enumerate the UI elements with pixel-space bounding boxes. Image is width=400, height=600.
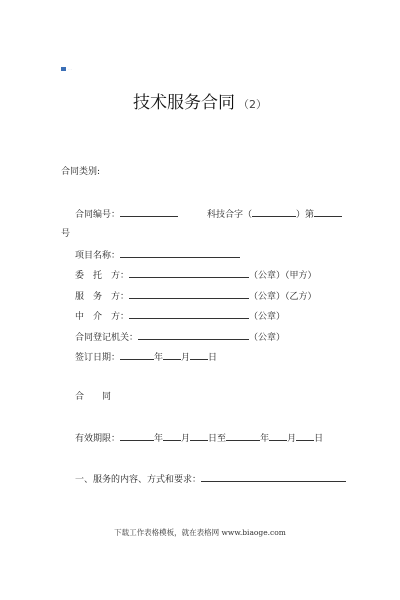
- agent-seal-label: （公章）: [249, 312, 286, 322]
- title-number: （2）: [238, 98, 267, 111]
- project-name-field[interactable]: [120, 248, 240, 258]
- month-label: 月: [181, 353, 191, 363]
- end-day-label: 日: [314, 434, 324, 444]
- server-row: [75, 289, 317, 303]
- client-seal-label: （公章）: [249, 271, 286, 281]
- valid-period-label: 有效期限：: [75, 434, 121, 444]
- registration-seal-label: （公章）: [249, 333, 286, 343]
- end-year-field[interactable]: [226, 431, 260, 441]
- client-row: [75, 268, 317, 282]
- section-1-field[interactable]: [201, 472, 346, 482]
- project-name-label: 项目名称：: [75, 251, 121, 261]
- keji-close-label: ）第: [296, 210, 315, 220]
- sign-month-field[interactable]: [163, 350, 181, 360]
- title-text: 技术服务合同: [133, 93, 235, 113]
- agent-row: [75, 309, 285, 323]
- start-month-label: 月: [181, 434, 191, 444]
- end-month-label: 月: [287, 434, 297, 444]
- registration-label: 合同登记机关：: [75, 333, 139, 343]
- start-year-field[interactable]: [120, 431, 154, 441]
- contract-number-label: 合同编号：: [75, 210, 121, 220]
- sign-year-field[interactable]: [120, 350, 154, 360]
- day-label: 日: [208, 353, 218, 363]
- contract-word: 合 同: [75, 392, 112, 402]
- contract-number-row: [75, 207, 178, 221]
- client-label: 委 托 方：: [75, 271, 130, 281]
- agent-label: 中 介 方：: [75, 312, 130, 322]
- footer-text: 下载工作表格模板，就在表格网 www.biaoge.com: [114, 528, 286, 537]
- contract-number-field[interactable]: [120, 207, 178, 217]
- logo-mark-icon: [61, 67, 66, 71]
- logo-text: ···: [68, 67, 73, 71]
- sign-date-row: [75, 350, 217, 364]
- client-field[interactable]: [129, 268, 249, 278]
- party-b-label: （乙方）: [285, 292, 317, 302]
- keji-number-field[interactable]: [314, 207, 342, 217]
- keji-label: 科技合字（: [207, 210, 253, 220]
- registration-field[interactable]: [138, 330, 249, 340]
- server-field[interactable]: [129, 289, 249, 299]
- section-1-row: [75, 472, 346, 486]
- year-label: 年: [154, 353, 164, 363]
- start-year-label: 年: [154, 434, 164, 444]
- registration-row: [75, 330, 285, 344]
- keji-number-row: [207, 207, 342, 221]
- start-month-field[interactable]: [163, 431, 181, 441]
- contract-type-label: 合同类别:: [61, 167, 101, 177]
- day-to-label: 日至: [208, 434, 227, 444]
- sign-date-label: 签订日期：: [75, 353, 121, 363]
- end-month-field[interactable]: [269, 431, 287, 441]
- sign-day-field[interactable]: [190, 350, 208, 360]
- valid-period-row: [75, 431, 323, 445]
- logo: [61, 67, 72, 71]
- hao-label: 号: [61, 229, 71, 239]
- server-label: 服 务 方：: [75, 292, 130, 302]
- page-title: [0, 88, 400, 113]
- end-day-field[interactable]: [296, 431, 314, 441]
- agent-field[interactable]: [129, 309, 249, 319]
- start-day-field[interactable]: [190, 431, 208, 441]
- server-seal-label: （公章）: [249, 292, 286, 302]
- party-a-label: （甲方）: [285, 271, 317, 281]
- keji-code-field[interactable]: [252, 207, 296, 217]
- end-year-label: 年: [260, 434, 270, 444]
- project-name-row: [75, 248, 240, 262]
- section-1-label: 一、服务的内容、方式和要求：: [75, 475, 202, 485]
